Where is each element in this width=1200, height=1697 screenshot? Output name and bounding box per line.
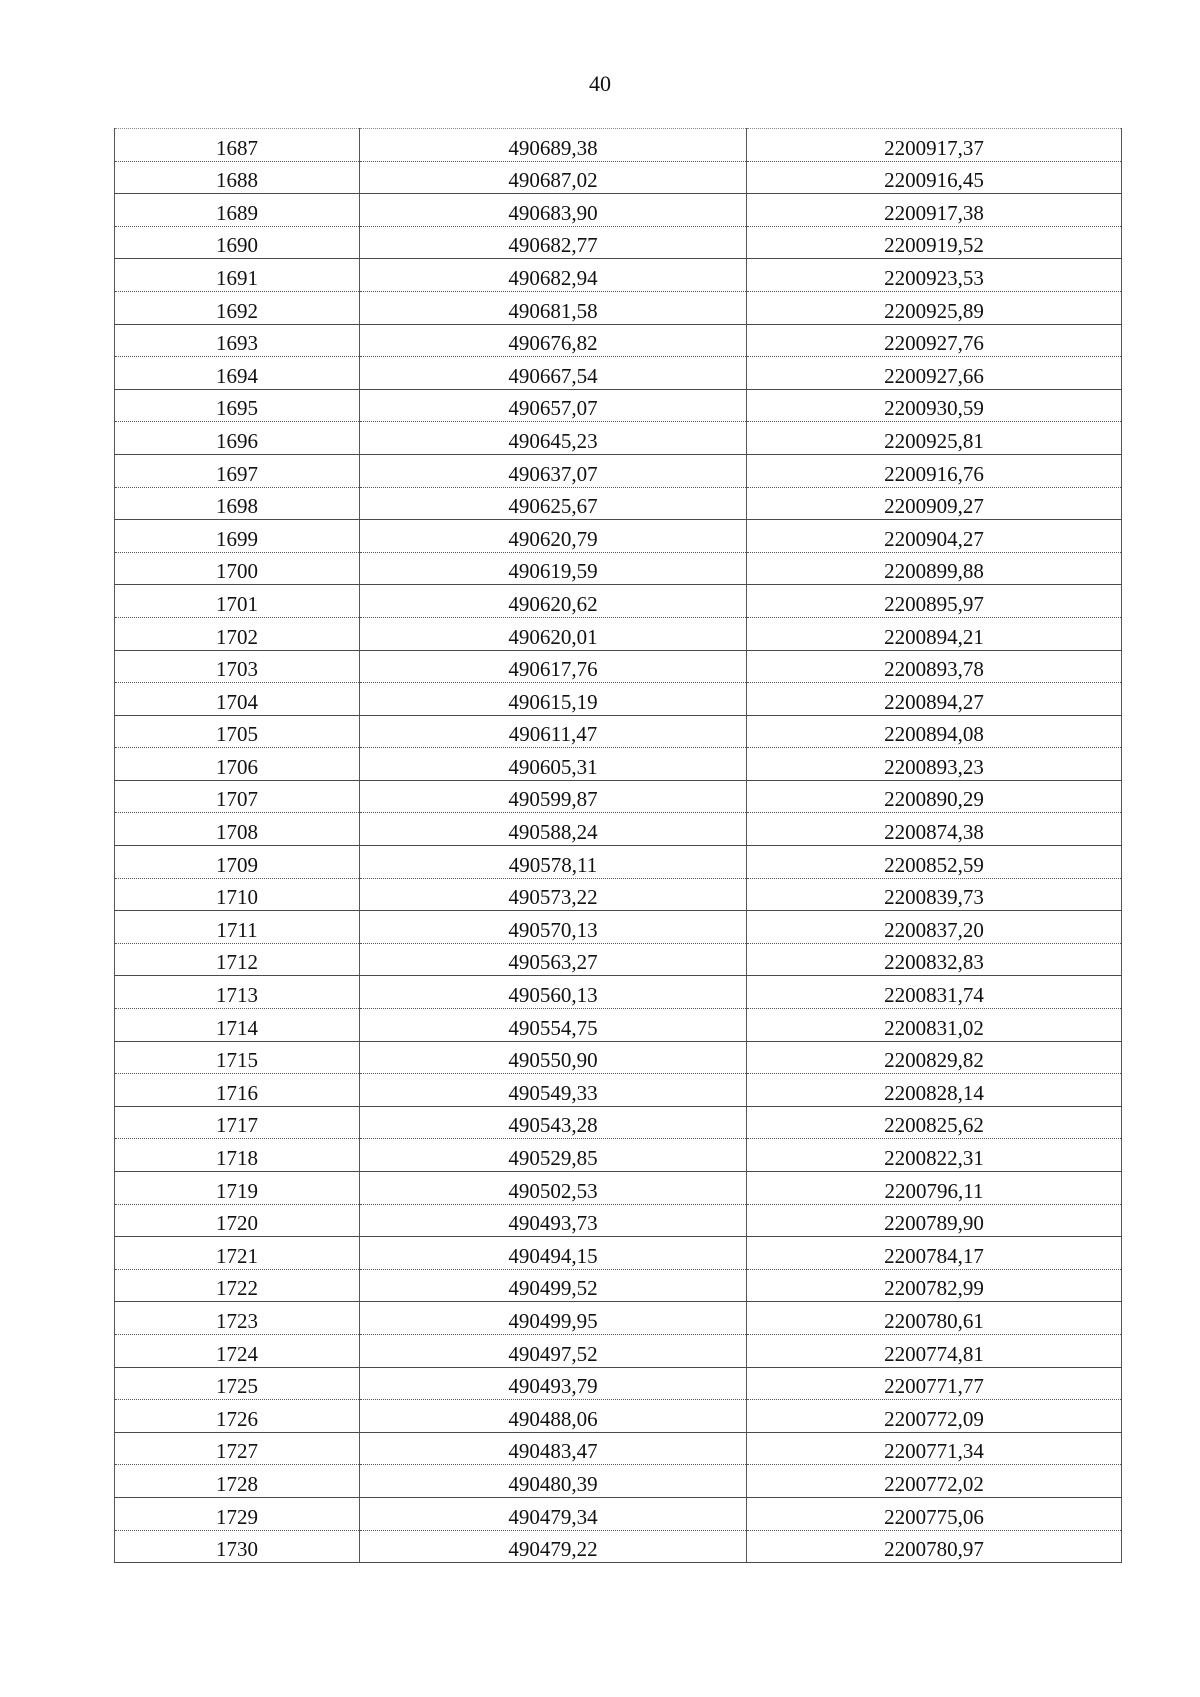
y-coordinate-cell: 2200893,78 (747, 650, 1122, 683)
point-number-cell: 1692 (115, 291, 360, 324)
table-row (115, 1465, 1122, 1498)
point-number-cell: 1702 (115, 617, 360, 650)
x-coordinate-cell: 490493,73 (360, 1204, 747, 1237)
point-number-cell: 1723 (115, 1302, 360, 1335)
table-row (115, 1041, 1122, 1074)
point-number-cell: 1717 (115, 1106, 360, 1139)
x-coordinate-cell: 490617,76 (360, 650, 747, 683)
y-coordinate-cell: 2200894,08 (747, 715, 1122, 748)
x-coordinate-cell: 490488,06 (360, 1400, 747, 1433)
point-number-cell: 1720 (115, 1204, 360, 1237)
y-coordinate-cell: 2200772,02 (747, 1465, 1122, 1498)
y-coordinate-cell: 2200771,34 (747, 1432, 1122, 1465)
x-coordinate-cell: 490689,38 (360, 129, 747, 162)
point-number-cell: 1690 (115, 226, 360, 259)
y-coordinate-cell: 2200831,74 (747, 976, 1122, 1009)
point-number-cell: 1703 (115, 650, 360, 683)
y-coordinate-cell: 2200919,52 (747, 226, 1122, 259)
x-coordinate-cell: 490620,01 (360, 617, 747, 650)
x-coordinate-cell: 490499,52 (360, 1269, 747, 1302)
x-coordinate-cell: 490645,23 (360, 422, 747, 455)
x-coordinate-cell: 490497,52 (360, 1334, 747, 1367)
x-coordinate-cell: 490682,77 (360, 226, 747, 259)
table-row (115, 1172, 1122, 1205)
table-row (115, 715, 1122, 748)
x-coordinate-cell: 490483,47 (360, 1432, 747, 1465)
point-number-cell: 1721 (115, 1237, 360, 1270)
y-coordinate-cell: 2200917,37 (747, 129, 1122, 162)
point-number-cell: 1722 (115, 1269, 360, 1302)
x-coordinate-cell: 490599,87 (360, 780, 747, 813)
x-coordinate-cell: 490560,13 (360, 976, 747, 1009)
x-coordinate-cell: 490619,59 (360, 552, 747, 585)
point-number-cell: 1705 (115, 715, 360, 748)
point-number-cell: 1716 (115, 1074, 360, 1107)
table-row (115, 487, 1122, 520)
table-row (115, 943, 1122, 976)
point-number-cell: 1691 (115, 259, 360, 292)
y-coordinate-cell: 2200899,88 (747, 552, 1122, 585)
x-coordinate-cell: 490480,39 (360, 1465, 747, 1498)
y-coordinate-cell: 2200780,97 (747, 1530, 1122, 1563)
table-row (115, 129, 1122, 162)
y-coordinate-cell: 2200774,81 (747, 1334, 1122, 1367)
table-row (115, 226, 1122, 259)
y-coordinate-cell: 2200789,90 (747, 1204, 1122, 1237)
point-number-cell: 1728 (115, 1465, 360, 1498)
table-row (115, 1432, 1122, 1465)
y-coordinate-cell: 2200904,27 (747, 520, 1122, 553)
point-number-cell: 1727 (115, 1432, 360, 1465)
table-row (115, 194, 1122, 227)
y-coordinate-cell: 2200832,83 (747, 943, 1122, 976)
point-number-cell: 1689 (115, 194, 360, 227)
x-coordinate-cell: 490494,15 (360, 1237, 747, 1270)
table-row (115, 422, 1122, 455)
table-row (115, 454, 1122, 487)
point-number-cell: 1724 (115, 1334, 360, 1367)
x-coordinate-cell: 490605,31 (360, 748, 747, 781)
table-row (115, 878, 1122, 911)
table-row (115, 813, 1122, 846)
table-row (115, 1204, 1122, 1237)
point-number-cell: 1696 (115, 422, 360, 455)
table-row (115, 389, 1122, 422)
y-coordinate-cell: 2200837,20 (747, 911, 1122, 944)
y-coordinate-cell: 2200895,97 (747, 585, 1122, 618)
y-coordinate-cell: 2200923,53 (747, 259, 1122, 292)
table-row (115, 1237, 1122, 1270)
table-row (115, 846, 1122, 879)
point-number-cell: 1704 (115, 683, 360, 716)
point-number-cell: 1729 (115, 1497, 360, 1530)
point-number-cell: 1709 (115, 846, 360, 879)
y-coordinate-cell: 2200828,14 (747, 1074, 1122, 1107)
point-number-cell: 1712 (115, 943, 360, 976)
x-coordinate-cell: 490625,67 (360, 487, 747, 520)
table-row (115, 911, 1122, 944)
x-coordinate-cell: 490499,95 (360, 1302, 747, 1335)
table-row (115, 324, 1122, 357)
y-coordinate-cell: 2200780,61 (747, 1302, 1122, 1335)
x-coordinate-cell: 490611,47 (360, 715, 747, 748)
point-number-cell: 1710 (115, 878, 360, 911)
y-coordinate-cell: 2200874,38 (747, 813, 1122, 846)
coordinates-table-body (115, 129, 1122, 1563)
point-number-cell: 1713 (115, 976, 360, 1009)
x-coordinate-cell: 490667,54 (360, 357, 747, 390)
point-number-cell: 1706 (115, 748, 360, 781)
x-coordinate-cell: 490682,94 (360, 259, 747, 292)
y-coordinate-cell: 2200925,89 (747, 291, 1122, 324)
y-coordinate-cell: 2200784,17 (747, 1237, 1122, 1270)
x-coordinate-cell: 490578,11 (360, 846, 747, 879)
y-coordinate-cell: 2200772,09 (747, 1400, 1122, 1433)
y-coordinate-cell: 2200890,29 (747, 780, 1122, 813)
table-row (115, 683, 1122, 716)
table-row (115, 1009, 1122, 1042)
table-row (115, 617, 1122, 650)
table-row (115, 161, 1122, 194)
x-coordinate-cell: 490620,79 (360, 520, 747, 553)
table-row (115, 1139, 1122, 1172)
x-coordinate-cell: 490615,19 (360, 683, 747, 716)
point-number-cell: 1715 (115, 1041, 360, 1074)
table-row (115, 650, 1122, 683)
table-row (115, 552, 1122, 585)
table-row (115, 259, 1122, 292)
point-number-cell: 1701 (115, 585, 360, 618)
x-coordinate-cell: 490550,90 (360, 1041, 747, 1074)
table-row (115, 1074, 1122, 1107)
x-coordinate-cell: 490563,27 (360, 943, 747, 976)
table-row (115, 1400, 1122, 1433)
x-coordinate-cell: 490543,28 (360, 1106, 747, 1139)
y-coordinate-cell: 2200839,73 (747, 878, 1122, 911)
x-coordinate-cell: 490493,79 (360, 1367, 747, 1400)
y-coordinate-cell: 2200825,62 (747, 1106, 1122, 1139)
point-number-cell: 1726 (115, 1400, 360, 1433)
x-coordinate-cell: 490620,62 (360, 585, 747, 618)
table-row (115, 520, 1122, 553)
table-row (115, 1367, 1122, 1400)
x-coordinate-cell: 490573,22 (360, 878, 747, 911)
point-number-cell: 1697 (115, 454, 360, 487)
point-number-cell: 1714 (115, 1009, 360, 1042)
table-row (115, 1269, 1122, 1302)
x-coordinate-cell: 490687,02 (360, 161, 747, 194)
y-coordinate-cell: 2200917,38 (747, 194, 1122, 227)
point-number-cell: 1707 (115, 780, 360, 813)
table-row (115, 1497, 1122, 1530)
x-coordinate-cell: 490479,34 (360, 1497, 747, 1530)
x-coordinate-cell: 490554,75 (360, 1009, 747, 1042)
x-coordinate-cell: 490683,90 (360, 194, 747, 227)
table-row (115, 1302, 1122, 1335)
y-coordinate-cell: 2200894,21 (747, 617, 1122, 650)
x-coordinate-cell: 490549,33 (360, 1074, 747, 1107)
y-coordinate-cell: 2200782,99 (747, 1269, 1122, 1302)
point-number-cell: 1719 (115, 1172, 360, 1205)
table-row (115, 1106, 1122, 1139)
y-coordinate-cell: 2200909,27 (747, 487, 1122, 520)
point-number-cell: 1693 (115, 324, 360, 357)
point-number-cell: 1708 (115, 813, 360, 846)
y-coordinate-cell: 2200925,81 (747, 422, 1122, 455)
x-coordinate-cell: 490681,58 (360, 291, 747, 324)
y-coordinate-cell: 2200893,23 (747, 748, 1122, 781)
y-coordinate-cell: 2200822,31 (747, 1139, 1122, 1172)
point-number-cell: 1725 (115, 1367, 360, 1400)
point-number-cell: 1688 (115, 161, 360, 194)
y-coordinate-cell: 2200796,11 (747, 1172, 1122, 1205)
table-row (115, 1530, 1122, 1563)
point-number-cell: 1698 (115, 487, 360, 520)
table-row (115, 976, 1122, 1009)
x-coordinate-cell: 490657,07 (360, 389, 747, 422)
y-coordinate-cell: 2200852,59 (747, 846, 1122, 879)
y-coordinate-cell: 2200829,82 (747, 1041, 1122, 1074)
x-coordinate-cell: 490676,82 (360, 324, 747, 357)
table-row (115, 291, 1122, 324)
y-coordinate-cell: 2200894,27 (747, 683, 1122, 716)
table-row (115, 748, 1122, 781)
coordinates-table (114, 128, 1122, 1563)
point-number-cell: 1694 (115, 357, 360, 390)
table-row (115, 780, 1122, 813)
table-row (115, 585, 1122, 618)
y-coordinate-cell: 2200775,06 (747, 1497, 1122, 1530)
y-coordinate-cell: 2200927,76 (747, 324, 1122, 357)
table-row (115, 1334, 1122, 1367)
point-number-cell: 1718 (115, 1139, 360, 1172)
point-number-cell: 1695 (115, 389, 360, 422)
x-coordinate-cell: 490588,24 (360, 813, 747, 846)
x-coordinate-cell: 490637,07 (360, 454, 747, 487)
y-coordinate-cell: 2200771,77 (747, 1367, 1122, 1400)
y-coordinate-cell: 2200930,59 (747, 389, 1122, 422)
y-coordinate-cell: 2200927,66 (747, 357, 1122, 390)
x-coordinate-cell: 490529,85 (360, 1139, 747, 1172)
y-coordinate-cell: 2200831,02 (747, 1009, 1122, 1042)
point-number-cell: 1711 (115, 911, 360, 944)
x-coordinate-cell: 490479,22 (360, 1530, 747, 1563)
table-row (115, 357, 1122, 390)
page-number: 40 (589, 71, 611, 96)
x-coordinate-cell: 490570,13 (360, 911, 747, 944)
point-number-cell: 1687 (115, 129, 360, 162)
point-number-cell: 1700 (115, 552, 360, 585)
y-coordinate-cell: 2200916,45 (747, 161, 1122, 194)
y-coordinate-cell: 2200916,76 (747, 454, 1122, 487)
point-number-cell: 1699 (115, 520, 360, 553)
x-coordinate-cell: 490502,53 (360, 1172, 747, 1205)
point-number-cell: 1730 (115, 1530, 360, 1563)
